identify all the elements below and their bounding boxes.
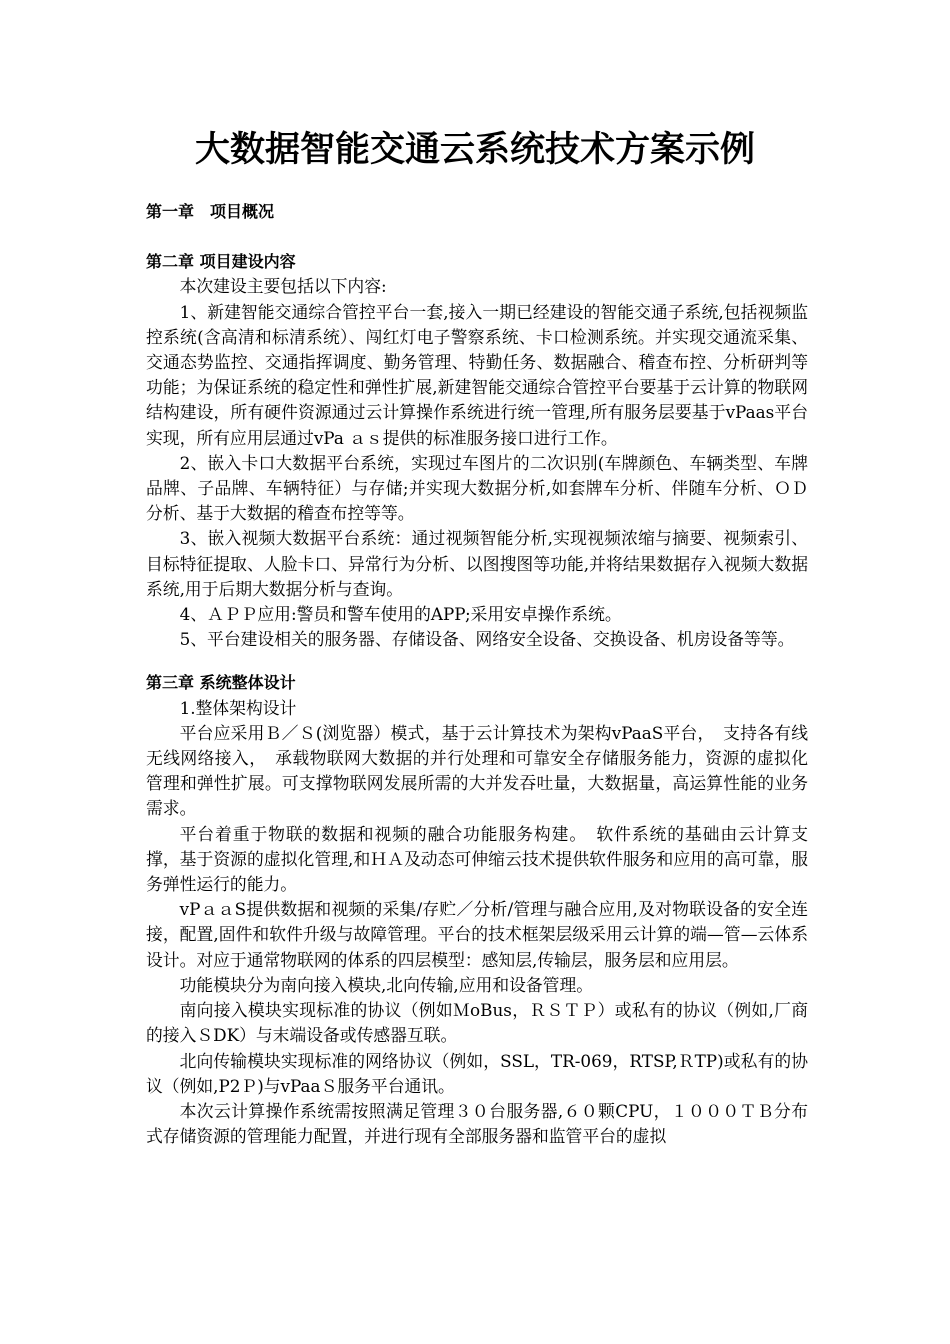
chapter-2-item-3: 3、嵌入视频大数据平台系统：通过视频智能分析,实现视频浓缩与摘要、视频索引、目标特征提取、人脸卡口、异常行为分析、以图搜图等功能,并将结果数据存入视频大数据系统,用于后期大数据分析与查询。: [146, 528, 808, 599]
chapter-3-subheading: 1.整体架构设计: [179, 697, 297, 718]
chapter-3-paragraph-7: 本次云计算操作系统需按照满足管理３０台服务器,６０颗CPU，１０００ＴＢ分布式存储资源的管理能力配置，并进行现有全部服务器和监管平台的虚拟: [146, 1100, 808, 1147]
chapter-3-paragraph-6: 北向传输模块实现标准的网络协议（例如，SSL，TR-069，RTSP,ＲTP)或私有的协议（例如,P2Ｐ)与vPaaＳ服务平台通讯。: [146, 1050, 808, 1096]
chapter-1-heading: 第一章 项目概况: [146, 202, 275, 221]
document-title: 大数据智能交通云系统技术方案示例: [194, 130, 755, 170]
chapter-2-item-1: 1、新建智能交通综合管控平台一套,接入一期已经建设的智能交通子系统,包括视频监控系统(含高清和标清系统）、闯红灯电子警察系统、卡口检测系统。并实现交通流采集、交通态势监控、交通指挥调度、勤务管理、特勤任务、数据融合、稽查布控、分析研判等功能；为保证系统的稳定性和弹性扩展,新建智能交通综合管控平台要基于云计算的物联网结构建设，所有硬件资源通过云计算操作系统进行统一管理,所有服务层要基于vPaas平台实现，所有应用层通过vPa ａｓ提供的标准服务接口进行工作。: [146, 301, 808, 448]
chapter-2-intro: 本次建设主要包括以下内容:: [179, 276, 387, 297]
chapter-3-paragraph-5: 南向接入模块实现标准的协议（例如ＭoBus，ＲＳＴＰ）或私有的协议（例如,厂商的接入ＳDK）与末端设备或传感器互联。: [146, 1000, 808, 1046]
chapter-2-item-4: 4、ＡＰＰ应用:警员和警车使用的APP;采用安卓操作系统。: [179, 604, 622, 625]
chapter-2-item-2: 2、嵌入卡口大数据平台系统，实现过车图片的二次识别(车牌颜色、车辆类型、车牌品牌、子品牌、车辆特征）与存储;并实现大数据分析,如套牌车分析、伴随车分析、ＯＤ分析、基于大数据的稽查布控等等。: [146, 452, 808, 524]
chapter-3-paragraph-1: 平台应采用Ｂ／Ｓ(浏览器）模式，基于云计算技术为架构vPaaS平台， 支持各有线无线网络接入， 承载物联网大数据的并行处理和可靠安全存储服务能力，资源的虚拟化管理和弹性扩展。可支撑物联网发展所需的大并发吞吐量，大数据量，高运算性能的业务需求。: [146, 722, 808, 819]
document-body: [146, 199, 808, 1149]
chapter-3-paragraph-2: 平台着重于物联的数据和视频的融合功能服务构建。 软件系统的基础由云计算支撑，基于资源的虚拟化管理,和ＨＡ及动态可伸缩云技术提供软件服务和应用的高可靠，服务弹性运行的能力。: [146, 823, 808, 895]
chapter-3-heading: 第三章 系统整体设计: [146, 673, 296, 693]
chapter-3-paragraph-3: vPａａS提供数据和视频的采集/存贮／分析/管理与融合应用,及对物联设备的安全连接，配置,固件和软件升级与故障管理。平台的技术框架层级采用云计算的端—管—云体系设计。对应于通常物联网的体系的四层模型：感知层,传输层，服务层和应用层。: [146, 899, 808, 970]
chapter-2-heading: 第二章 项目建设内容: [146, 252, 296, 272]
chapter-3-paragraph-4: 功能模块分为南向接入模块,北向传输,应用和设备管理。: [179, 974, 594, 995]
chapter-2-item-5: 5、平台建设相关的服务器、存储设备、网络安全设备、交换设备、机房设备等等。: [179, 629, 795, 650]
